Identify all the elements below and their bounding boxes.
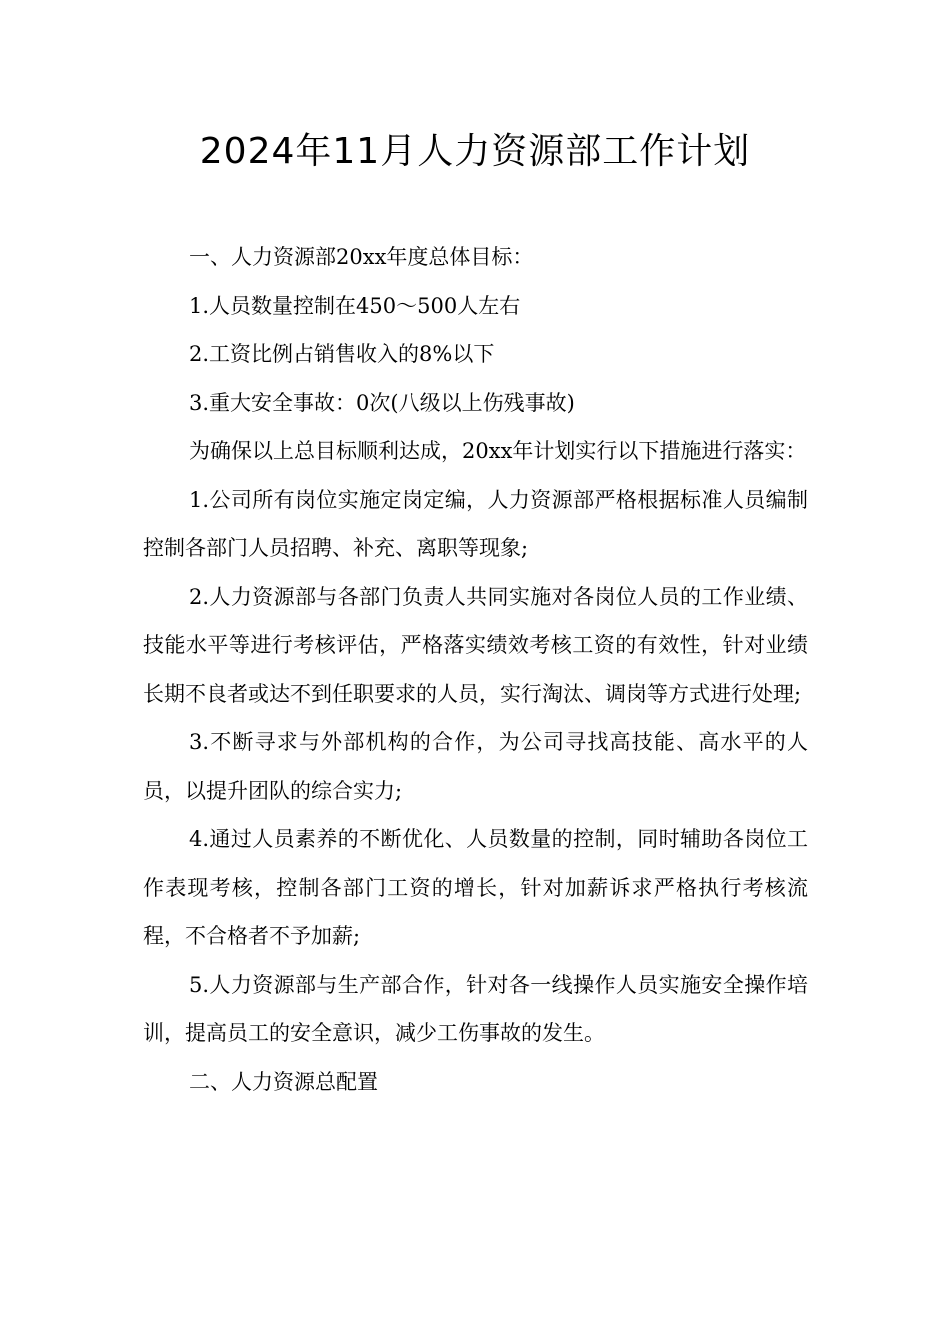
document-title: 2024年11月人力资源部工作计划 <box>199 131 751 172</box>
measure-item: 2.人力资源部与各部门负责人共同实施对各岗位人员的工作业绩、技能水平等进行考核评估，严格落实绩效考核工资的有效性，针对业绩长期不良者或达不到任职要求的人员，实行淘汰、调岗等方式进行处理; <box>143 584 808 706</box>
measure-item: 5.人力资源部与生产部合作，针对各一线操作人员实施安全操作培训，提高员工的安全意识，减少工伤事故的发生。 <box>143 972 808 1045</box>
measure-item: 4.通过人员素养的不断优化、人员数量的控制，同时辅助各岗位工作表现考核，控制各部门工资的增长，针对加薪诉求严格执行考核流程，不合格者不予加薪; <box>143 827 808 948</box>
goal-item: 2.工资比例占销售收入的8%以下 <box>189 342 495 366</box>
goal-item: 1.人员数量控制在450～500人左右 <box>189 293 521 318</box>
document-body <box>143 233 808 1106</box>
measure-item: 1.公司所有岗位实施定岗定编，人力资源部严格根据标准人员编制控制各部门人员招聘、补充、离职等现象; <box>143 487 808 560</box>
measure-item: 3.不断寻求与外部机构的合作，为公司寻找高技能、高水平的人员，以提升团队的综合实力; <box>143 730 808 803</box>
measures-intro-paragraph: 为确保以上总目标顺利达成，20xx年计划实行以下措施进行落实： <box>189 439 807 463</box>
section-heading-hr-allocation: 二、人力资源总配置 <box>189 1069 378 1094</box>
goal-item: 3.重大安全事故：0次(八级以上伤残事故) <box>189 390 575 415</box>
section-heading-overall-goals: 一、人力资源部20xx年度总体目标： <box>189 245 534 269</box>
